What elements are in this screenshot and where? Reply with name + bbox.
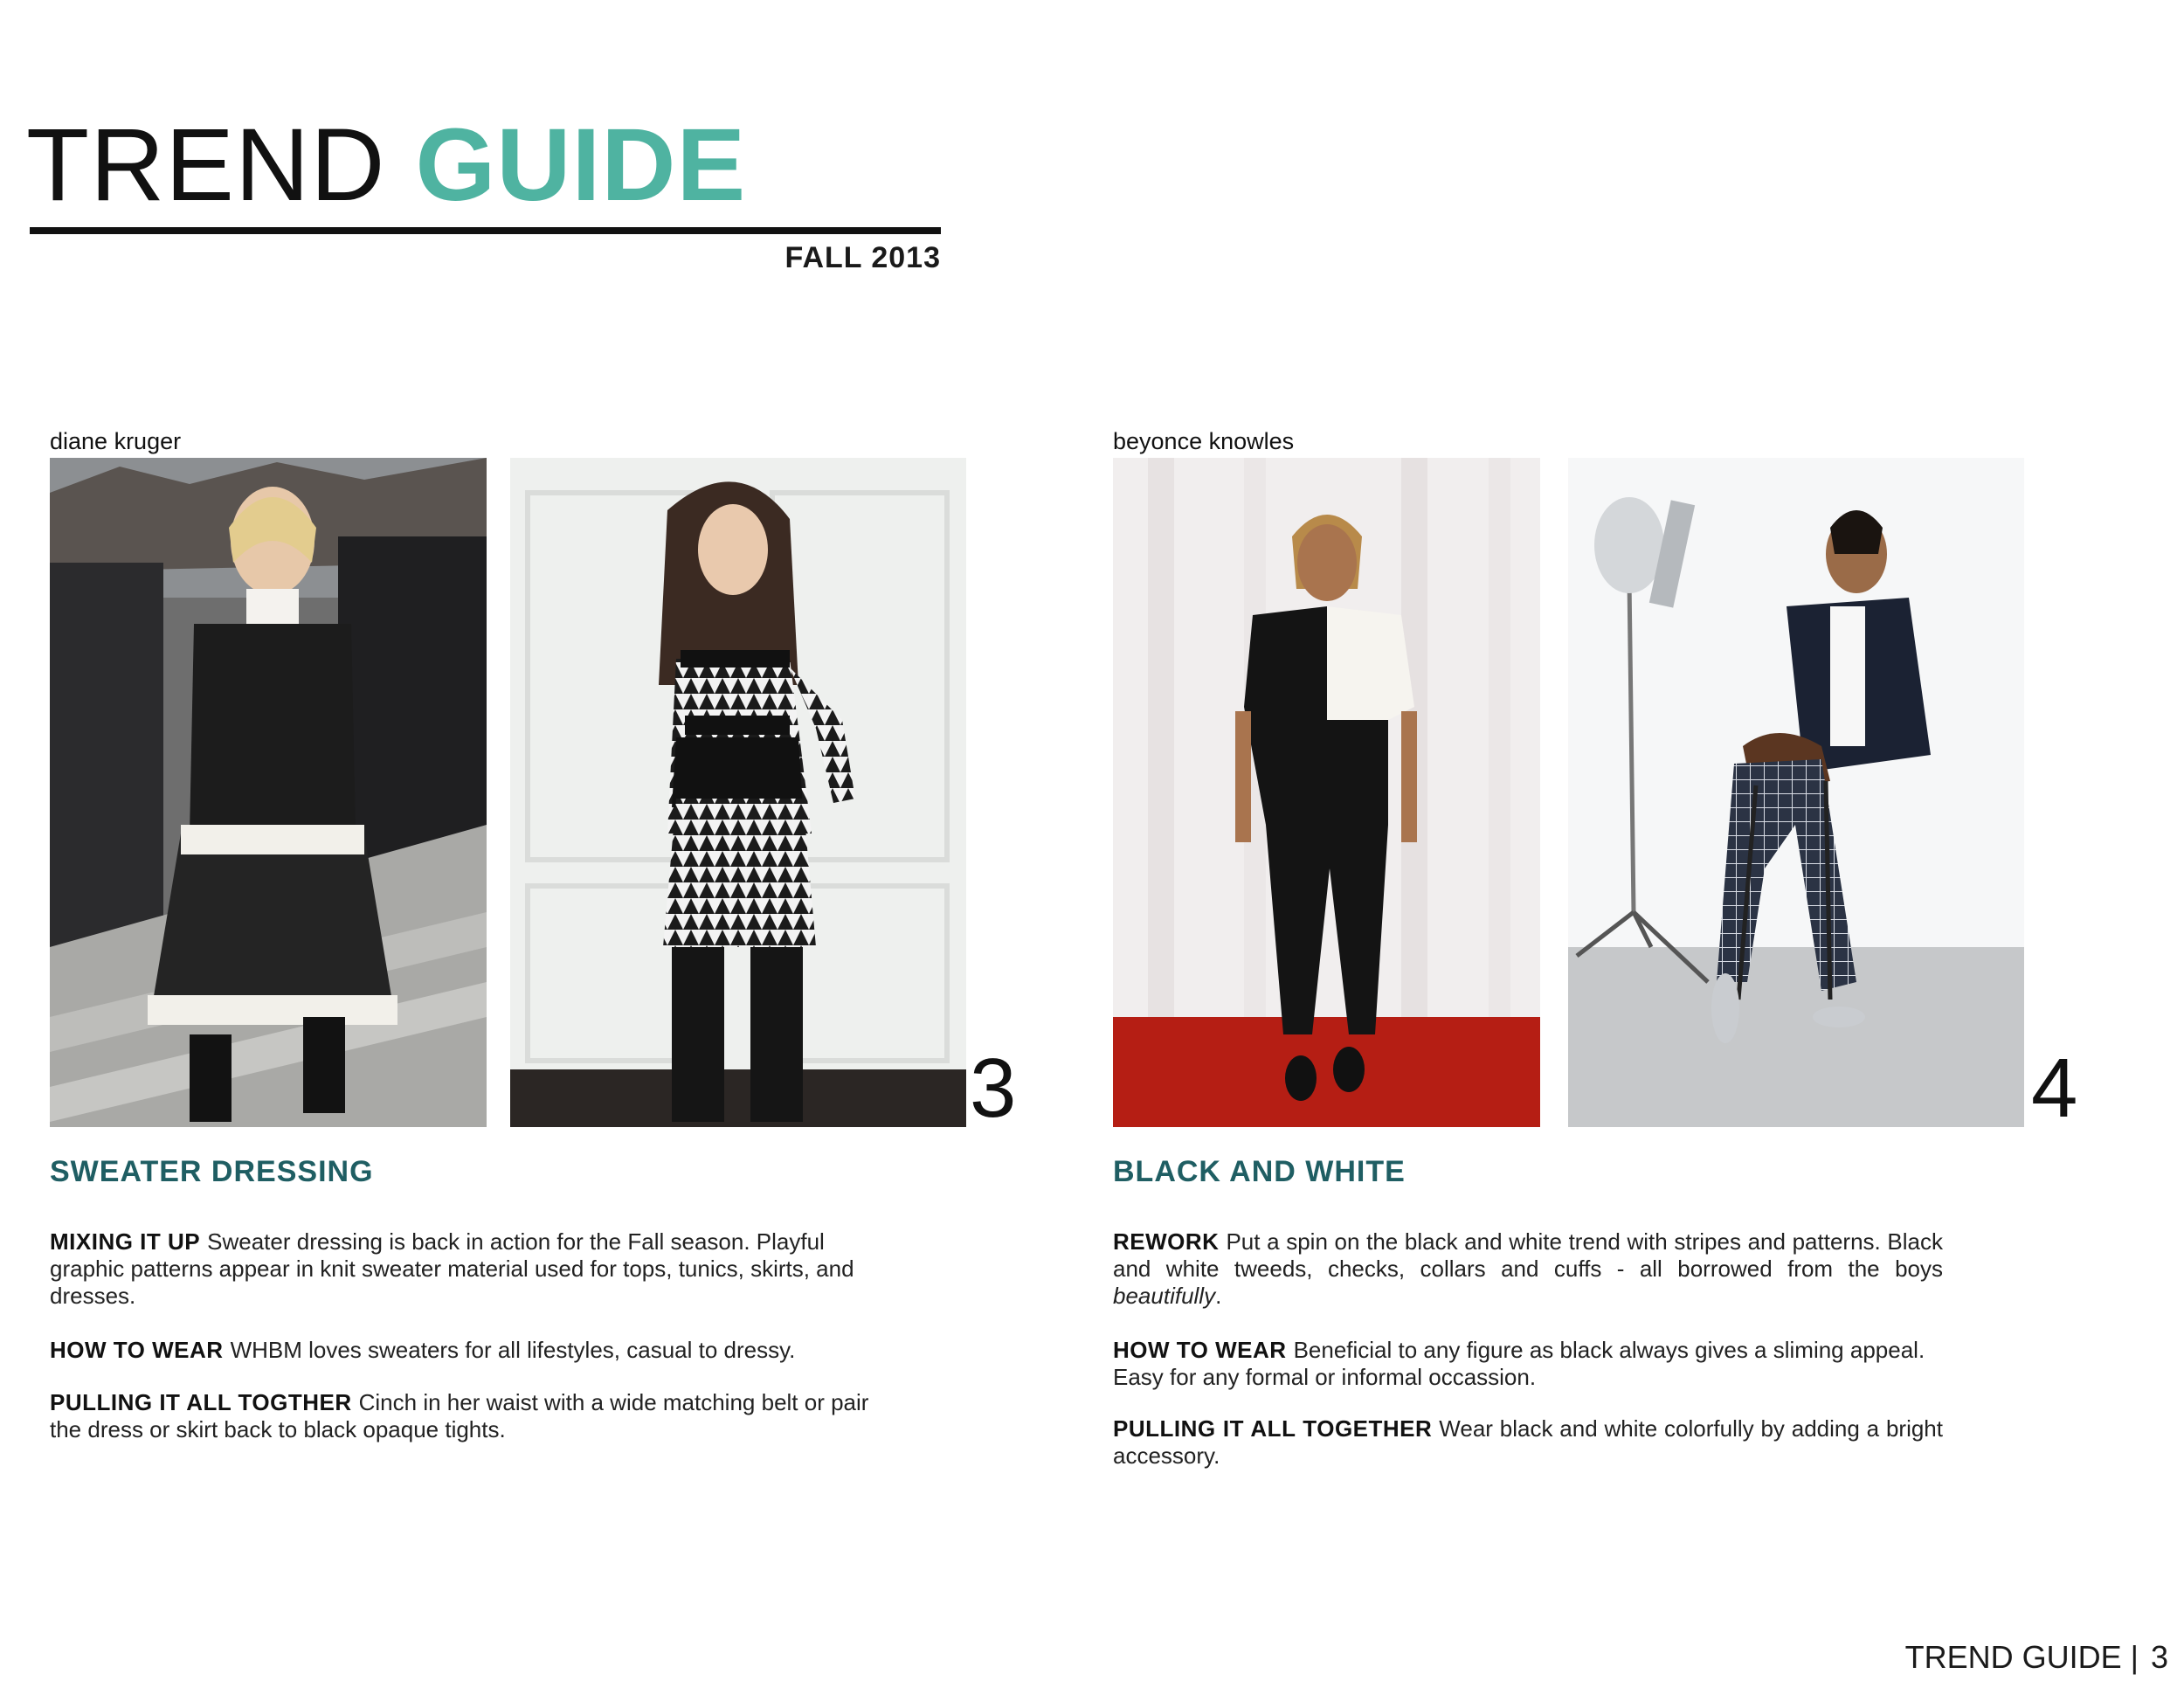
left-paragraph-3-text: Cinch in her waist with a wide matching belt or pair the dress or skirt back to black opaque tights. [50,1389,869,1442]
right-paragraph-1-lead: REWORK [1113,1228,1220,1255]
brand-title-bold: GUIDE [415,107,747,223]
right-paragraph-3 [1113,1415,1943,1470]
right-paragraph-2-lead: HOW TO WEAR [1113,1337,1287,1363]
footer-page-number: 3 [2150,1639,2168,1675]
footer-label: TREND GUIDE [1904,1639,2122,1675]
brand-title [26,107,747,223]
right-paragraph-1-tail: . [1215,1283,1222,1309]
left-paragraph-3 [50,1389,880,1443]
left-paragraph-1-lead: MIXING IT UP [50,1228,201,1255]
product-photo-left [510,458,966,1127]
left-paragraph-1-text: Sweater dressing is back in action for the Fall season. Playful graphic patterns appear in knit sweater material used for tops, tunics, skirts, and dresses. [50,1228,854,1309]
page-marker-right: 4 [2031,1041,2078,1135]
right-paragraph-3-lead: PULLING IT ALL TOGETHER [1113,1415,1433,1442]
brand-title-light: TREND [26,107,386,223]
left-paragraph-2 [50,1337,880,1364]
left-paragraph-3-lead: PULLING IT ALL TOGTHER [50,1389,352,1415]
section-heading-right: BLACK AND WHITE [1113,1155,1406,1188]
left-paragraph-1 [50,1228,880,1310]
left-paragraph-2-text: WHBM loves sweaters for all lifestyles, casual to dressy. [230,1337,796,1363]
right-paragraph-1-text: Put a spin on the black and white trend with stripes and patterns. Black and white tweeds, checks, collars and cuffs - all borrowed from the boys [1113,1228,1943,1282]
celebrity-photo-right [1113,458,1540,1127]
right-paragraph-1-emphasis: beautifully [1113,1283,1216,1309]
celebrity-photo-left [50,458,487,1127]
section-heading-left: SWEATER DRESSING [50,1155,374,1188]
left-paragraph-2-lead: HOW TO WEAR [50,1337,224,1363]
left-photo-caption: diane kruger [50,428,182,454]
product-photo-right [1568,458,2024,1127]
footer-separator: | [2130,1639,2139,1675]
page-marker-left: 3 [970,1041,1017,1135]
right-paragraph-1 [1113,1228,1943,1310]
right-photo-caption: beyonce knowles [1113,428,1295,454]
right-paragraph-3-text: Wear black and white colorfully by adding a bright accessory. [1113,1415,1943,1469]
right-paragraph-2 [1113,1337,1943,1391]
season-label: FALL 2013 [784,241,941,274]
page-footer [1905,1639,2168,1676]
right-paragraph-2-text: Beneficial to any figure as black always gives a sliming appeal. Easy for any formal or informal occassion. [1113,1337,1925,1390]
header-rule [30,227,941,234]
